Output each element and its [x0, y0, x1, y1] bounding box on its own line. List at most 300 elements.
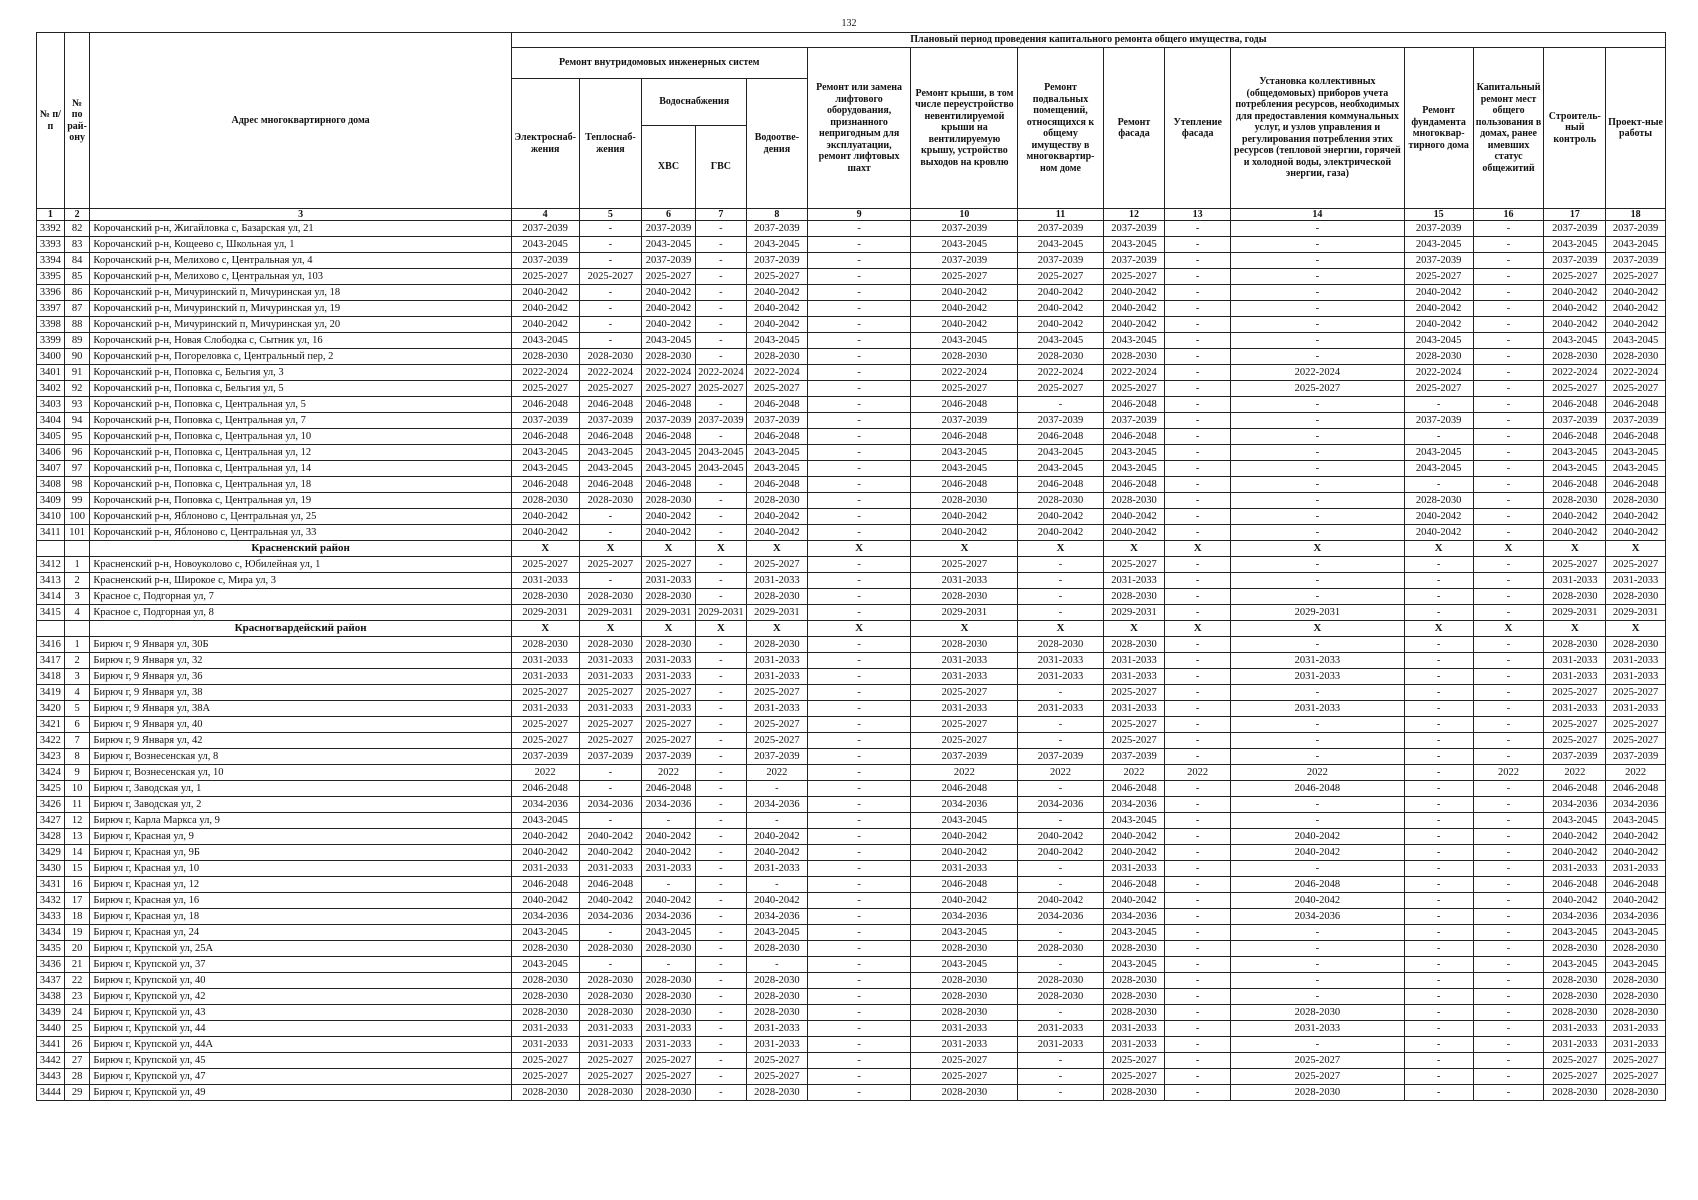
row-period-cell: 2025-2027: [1606, 685, 1666, 701]
row-period-cell: 2043-2045: [695, 461, 746, 477]
row-period-cell: 2028-2030: [1606, 349, 1666, 365]
row-period-cell: 2029-2031: [1103, 605, 1165, 621]
row-period-cell: -: [1018, 733, 1103, 749]
row-period-cell: -: [1473, 1053, 1544, 1069]
row-period-cell: 2040-2042: [1018, 845, 1103, 861]
row-district-number: 17: [64, 893, 90, 909]
row-period-cell: -: [1404, 701, 1473, 717]
row-period-cell: 2034-2036: [911, 909, 1018, 925]
row-period-cell: 2037-2039: [911, 253, 1018, 269]
row-period-cell: 2043-2045: [1544, 813, 1606, 829]
row-period-cell: -: [807, 461, 911, 477]
row-period-cell: 2028-2030: [511, 1005, 579, 1021]
row-district-number: 27: [64, 1053, 90, 1069]
district-empty-cell: [64, 541, 90, 557]
row-period-cell: 2037-2039: [911, 749, 1018, 765]
row-period-cell: 2046-2048: [911, 397, 1018, 413]
row-address: Корочанский р-н, Поповка с, Центральная ул, 10: [90, 429, 511, 445]
row-period-cell: 2028-2030: [747, 973, 808, 989]
row-period-cell: -: [1165, 845, 1231, 861]
row-period-cell: 2031-2033: [642, 1037, 695, 1053]
row-period-cell: -: [807, 237, 911, 253]
row-number: 3418: [37, 669, 65, 685]
row-district-number: 88: [64, 317, 90, 333]
row-address: Корочанский р-н, Поповка с, Центральная ул, 7: [90, 413, 511, 429]
row-period-cell: 2037-2039: [1103, 749, 1165, 765]
row-period-cell: -: [1231, 285, 1405, 301]
row-period-cell: -: [1165, 701, 1231, 717]
row-period-cell: 2034-2036: [579, 797, 642, 813]
row-period-cell: 2031-2033: [642, 701, 695, 717]
district-name: Красненский район: [90, 541, 511, 557]
row-period-cell: 2046-2048: [1018, 429, 1103, 445]
row-period-cell: 2037-2039: [1404, 221, 1473, 237]
header-n: № п/п: [37, 33, 65, 209]
district-empty-cell: [64, 621, 90, 637]
row-period-cell: 2031-2033: [579, 669, 642, 685]
row-period-cell: 2043-2045: [511, 237, 579, 253]
row-period-cell: 2025-2027: [642, 1069, 695, 1085]
row-period-cell: 2043-2045: [642, 925, 695, 941]
row-period-cell: -: [1231, 413, 1405, 429]
row-period-cell: 2028-2030: [579, 589, 642, 605]
row-period-cell: 2040-2042: [1606, 829, 1666, 845]
row-period-cell: -: [579, 925, 642, 941]
column-number: 8: [747, 209, 808, 221]
row-period-cell: 2040-2042: [911, 829, 1018, 845]
header-planned-period: Плановый период проведения капитального ремонта общего имущества, годы: [511, 33, 1665, 48]
row-period-cell: 2025-2027: [642, 733, 695, 749]
row-period-cell: -: [1165, 1053, 1231, 1069]
row-period-cell: 2031-2033: [511, 1037, 579, 1053]
row-period-cell: -: [1404, 1069, 1473, 1085]
district-x-cell: X: [579, 541, 642, 557]
row-period-cell: -: [1473, 829, 1544, 845]
header-insulation: Утепление фасада: [1165, 48, 1231, 209]
row-period-cell: -: [579, 813, 642, 829]
row-number: 3405: [37, 429, 65, 445]
row-period-cell: -: [807, 477, 911, 493]
row-number: 3437: [37, 973, 65, 989]
row-period-cell: 2031-2033: [747, 1021, 808, 1037]
row-period-cell: 2029-2031: [911, 605, 1018, 621]
row-period-cell: -: [695, 269, 746, 285]
row-period-cell: -: [579, 221, 642, 237]
row-period-cell: -: [807, 877, 911, 893]
row-number: 3398: [37, 317, 65, 333]
row-period-cell: -: [1231, 1037, 1405, 1053]
row-number: 3404: [37, 413, 65, 429]
row-period-cell: 2025-2027: [511, 269, 579, 285]
table-row: [37, 557, 1666, 573]
row-period-cell: -: [1165, 349, 1231, 365]
row-period-cell: 2046-2048: [511, 877, 579, 893]
row-period-cell: 2037-2039: [1544, 413, 1606, 429]
row-period-cell: -: [807, 269, 911, 285]
row-period-cell: -: [1473, 909, 1544, 925]
row-period-cell: 2022: [511, 765, 579, 781]
table-row: [37, 605, 1666, 621]
row-period-cell: 2043-2045: [911, 333, 1018, 349]
row-period-cell: 2028-2030: [642, 589, 695, 605]
row-period-cell: -: [695, 1005, 746, 1021]
row-district-number: 89: [64, 333, 90, 349]
row-period-cell: 2037-2039: [747, 749, 808, 765]
row-period-cell: -: [807, 525, 911, 541]
row-period-cell: 2031-2033: [1018, 701, 1103, 717]
row-period-cell: -: [807, 509, 911, 525]
row-period-cell: 2043-2045: [1404, 333, 1473, 349]
row-period-cell: -: [1231, 269, 1405, 285]
row-period-cell: 2037-2039: [1404, 413, 1473, 429]
row-period-cell: 2028-2030: [579, 493, 642, 509]
row-period-cell: -: [807, 749, 911, 765]
district-x-cell: X: [1231, 621, 1405, 637]
row-period-cell: 2037-2039: [1018, 221, 1103, 237]
row-period-cell: -: [695, 877, 746, 893]
row-address: Красненский р-н, Новоуколово с, Юбилейная ул, 1: [90, 557, 511, 573]
row-period-cell: 2034-2036: [511, 909, 579, 925]
row-period-cell: -: [807, 701, 911, 717]
row-period-cell: -: [807, 941, 911, 957]
row-period-cell: -: [1231, 509, 1405, 525]
row-period-cell: 2025-2027: [911, 733, 1018, 749]
row-period-cell: 2028-2030: [1606, 989, 1666, 1005]
column-number: 4: [511, 209, 579, 221]
row-period-cell: -: [695, 941, 746, 957]
row-period-cell: 2040-2042: [511, 285, 579, 301]
row-period-cell: 2037-2039: [1544, 749, 1606, 765]
row-period-cell: -: [807, 493, 911, 509]
row-period-cell: -: [579, 301, 642, 317]
row-period-cell: 2037-2039: [511, 221, 579, 237]
row-district-number: 101: [64, 525, 90, 541]
row-period-cell: -: [579, 317, 642, 333]
row-district-number: 90: [64, 349, 90, 365]
row-period-cell: 2031-2033: [911, 653, 1018, 669]
row-period-cell: 2037-2039: [579, 749, 642, 765]
table-row: [37, 989, 1666, 1005]
table-row: [37, 285, 1666, 301]
row-period-cell: -: [1018, 397, 1103, 413]
row-period-cell: -: [807, 429, 911, 445]
row-period-cell: 2043-2045: [1103, 333, 1165, 349]
row-period-cell: -: [579, 573, 642, 589]
row-period-cell: 2029-2031: [1544, 605, 1606, 621]
row-period-cell: 2025-2027: [1231, 1069, 1405, 1085]
district-x-cell: X: [1018, 621, 1103, 637]
row-period-cell: -: [807, 605, 911, 621]
row-period-cell: -: [1018, 589, 1103, 605]
row-period-cell: 2028-2030: [1103, 493, 1165, 509]
row-period-cell: -: [1404, 973, 1473, 989]
row-address: Корочанский р-н, Погореловка с, Центральный пер, 2: [90, 349, 511, 365]
district-x-cell: X: [747, 541, 808, 557]
row-period-cell: 2028-2030: [642, 637, 695, 653]
row-period-cell: 2022: [911, 765, 1018, 781]
district-x-cell: X: [1165, 621, 1231, 637]
row-period-cell: -: [695, 557, 746, 573]
header-n-district: № по рай-ону: [64, 33, 90, 209]
row-number: 3440: [37, 1021, 65, 1037]
row-period-cell: -: [695, 1085, 746, 1101]
table-row: [37, 701, 1666, 717]
row-period-cell: 2025-2027: [1103, 557, 1165, 573]
row-period-cell: 2028-2030: [511, 589, 579, 605]
row-address: Бирюч г, Красная ул, 16: [90, 893, 511, 909]
row-period-cell: 2025-2027: [1231, 1053, 1405, 1069]
row-period-cell: 2043-2045: [911, 925, 1018, 941]
row-period-cell: -: [695, 829, 746, 845]
row-period-cell: 2028-2030: [1103, 989, 1165, 1005]
row-period-cell: -: [579, 509, 642, 525]
row-period-cell: 2022-2024: [1018, 365, 1103, 381]
row-number: 3444: [37, 1085, 65, 1101]
table-row: [37, 589, 1666, 605]
row-period-cell: 2043-2045: [1606, 461, 1666, 477]
row-period-cell: 2046-2048: [1606, 781, 1666, 797]
row-period-cell: 2028-2030: [579, 941, 642, 957]
row-period-cell: -: [1404, 717, 1473, 733]
district-x-cell: X: [1018, 541, 1103, 557]
row-period-cell: 2043-2045: [642, 237, 695, 253]
row-number: 3403: [37, 397, 65, 413]
row-period-cell: 2046-2048: [911, 429, 1018, 445]
row-period-cell: 2031-2033: [1544, 669, 1606, 685]
row-period-cell: 2025-2027: [1544, 717, 1606, 733]
row-period-cell: -: [807, 1021, 911, 1037]
row-period-cell: -: [1165, 429, 1231, 445]
row-period-cell: -: [1165, 941, 1231, 957]
row-period-cell: 2031-2033: [642, 573, 695, 589]
row-period-cell: 2028-2030: [911, 349, 1018, 365]
row-period-cell: 2031-2033: [911, 861, 1018, 877]
row-period-cell: 2031-2033: [1606, 653, 1666, 669]
row-period-cell: 2040-2042: [1544, 301, 1606, 317]
row-period-cell: 2040-2042: [747, 893, 808, 909]
row-period-cell: 2028-2030: [747, 941, 808, 957]
row-number: 3411: [37, 525, 65, 541]
row-period-cell: -: [807, 1069, 911, 1085]
row-period-cell: 2040-2042: [747, 845, 808, 861]
row-number: 3431: [37, 877, 65, 893]
row-period-cell: -: [1231, 925, 1405, 941]
row-period-cell: -: [695, 781, 746, 797]
row-period-cell: -: [1404, 813, 1473, 829]
row-period-cell: -: [1165, 1037, 1231, 1053]
row-period-cell: 2025-2027: [511, 557, 579, 573]
row-period-cell: -: [695, 477, 746, 493]
row-period-cell: -: [1165, 813, 1231, 829]
header-heat: Теплоснаб-жения: [579, 79, 642, 209]
row-period-cell: -: [1473, 925, 1544, 941]
header-roof: Ремонт крыши, в том числе переустройство невентилируемой крыши на вентилируемую крышу, устройство выходов на кровлю: [911, 48, 1018, 209]
row-period-cell: -: [695, 525, 746, 541]
row-period-cell: 2028-2030: [1544, 1085, 1606, 1101]
row-address: Бирюч г, Крупской ул, 49: [90, 1085, 511, 1101]
table-row: [37, 365, 1666, 381]
row-period-cell: -: [1473, 525, 1544, 541]
row-period-cell: 2031-2033: [911, 573, 1018, 589]
header-meters: Установка коллективных (общедомовых) приборов учета потребления ресурсов, необходимых для предоставления коммунальных услуг, и узлов управления и регулирования потребления этих ресурсов (тепловой энергии, горячей и холодной воды, электрической энергии, газа): [1231, 48, 1405, 209]
row-period-cell: 2022: [1231, 765, 1405, 781]
row-period-cell: 2040-2042: [1018, 301, 1103, 317]
row-period-cell: -: [1165, 365, 1231, 381]
column-number: 17: [1544, 209, 1606, 221]
row-period-cell: 2031-2033: [747, 653, 808, 669]
row-period-cell: 2028-2030: [747, 589, 808, 605]
row-number: 3435: [37, 941, 65, 957]
row-period-cell: -: [1165, 221, 1231, 237]
row-period-cell: -: [695, 349, 746, 365]
row-period-cell: 2040-2042: [1544, 525, 1606, 541]
row-period-cell: 2040-2042: [1606, 317, 1666, 333]
row-period-cell: -: [1018, 1069, 1103, 1085]
row-period-cell: -: [579, 525, 642, 541]
row-period-cell: 2040-2042: [1103, 525, 1165, 541]
row-period-cell: 2043-2045: [1606, 957, 1666, 973]
table-row: [37, 925, 1666, 941]
row-period-cell: 2022-2024: [642, 365, 695, 381]
row-period-cell: -: [695, 285, 746, 301]
row-address: Бирюч г, 9 Января ул, 40: [90, 717, 511, 733]
row-period-cell: 2028-2030: [1103, 349, 1165, 365]
row-period-cell: -: [1165, 269, 1231, 285]
row-period-cell: -: [1165, 925, 1231, 941]
row-period-cell: -: [1404, 589, 1473, 605]
row-period-cell: 2040-2042: [1103, 285, 1165, 301]
row-period-cell: 2040-2042: [1103, 893, 1165, 909]
header-foundation: Ремонт фундамента многоквар-тирного дома: [1404, 48, 1473, 209]
row-period-cell: 2046-2048: [911, 781, 1018, 797]
row-period-cell: -: [1165, 1021, 1231, 1037]
row-address: Корочанский р-н, Мичуринский п, Мичуринская ул, 18: [90, 285, 511, 301]
row-period-cell: 2025-2027: [911, 269, 1018, 285]
row-period-cell: 2040-2042: [579, 893, 642, 909]
row-district-number: 2: [64, 573, 90, 589]
row-period-cell: 2043-2045: [511, 925, 579, 941]
district-x-cell: X: [747, 621, 808, 637]
row-period-cell: -: [1018, 925, 1103, 941]
row-period-cell: 2046-2048: [911, 877, 1018, 893]
row-period-cell: 2028-2030: [911, 973, 1018, 989]
row-period-cell: 2034-2036: [747, 797, 808, 813]
table-row: [37, 765, 1666, 781]
row-period-cell: -: [1404, 909, 1473, 925]
row-number: 3438: [37, 989, 65, 1005]
row-period-cell: 2031-2033: [511, 653, 579, 669]
row-period-cell: 2028-2030: [579, 637, 642, 653]
row-period-cell: 2040-2042: [1018, 893, 1103, 909]
row-period-cell: -: [1404, 429, 1473, 445]
table-row: [37, 845, 1666, 861]
row-period-cell: 2043-2045: [1404, 445, 1473, 461]
row-period-cell: 2040-2042: [911, 285, 1018, 301]
row-period-cell: -: [1231, 573, 1405, 589]
row-period-cell: 2029-2031: [642, 605, 695, 621]
row-period-cell: 2043-2045: [1103, 461, 1165, 477]
row-period-cell: -: [1231, 525, 1405, 541]
row-period-cell: -: [695, 493, 746, 509]
row-period-cell: -: [1165, 397, 1231, 413]
row-district-number: 92: [64, 381, 90, 397]
row-period-cell: 2025-2027: [1606, 1069, 1666, 1085]
row-period-cell: 2028-2030: [642, 941, 695, 957]
row-period-cell: 2031-2033: [1231, 1021, 1405, 1037]
row-period-cell: -: [1231, 941, 1405, 957]
row-period-cell: 2043-2045: [747, 461, 808, 477]
row-district-number: 84: [64, 253, 90, 269]
row-period-cell: 2025-2027: [1103, 685, 1165, 701]
row-period-cell: -: [579, 957, 642, 973]
row-number: 3413: [37, 573, 65, 589]
row-period-cell: 2040-2042: [1018, 525, 1103, 541]
row-period-cell: 2028-2030: [1544, 1005, 1606, 1021]
row-period-cell: -: [1473, 861, 1544, 877]
district-x-cell: X: [642, 541, 695, 557]
row-period-cell: -: [1231, 349, 1405, 365]
row-period-cell: 2040-2042: [642, 845, 695, 861]
row-address: Корочанский р-н, Новая Слободка с, Сытник ул, 16: [90, 333, 511, 349]
row-period-cell: -: [1018, 605, 1103, 621]
row-period-cell: 2034-2036: [1544, 909, 1606, 925]
row-address: Бирюч г, Заводская ул, 1: [90, 781, 511, 797]
row-period-cell: -: [1165, 573, 1231, 589]
row-period-cell: -: [1165, 605, 1231, 621]
row-period-cell: 2040-2042: [1103, 829, 1165, 845]
table-row: [37, 381, 1666, 397]
district-x-cell: X: [511, 541, 579, 557]
row-period-cell: -: [579, 285, 642, 301]
row-period-cell: -: [807, 445, 911, 461]
row-district-number: 28: [64, 1069, 90, 1085]
row-period-cell: 2022: [1544, 765, 1606, 781]
row-period-cell: -: [1473, 813, 1544, 829]
row-period-cell: -: [1231, 397, 1405, 413]
row-period-cell: 2040-2042: [511, 525, 579, 541]
table-row: [37, 749, 1666, 765]
table-row: [37, 429, 1666, 445]
row-period-cell: 2046-2048: [1018, 477, 1103, 493]
row-period-cell: 2040-2042: [1404, 301, 1473, 317]
row-number: 3441: [37, 1037, 65, 1053]
row-period-cell: 2031-2033: [1018, 1037, 1103, 1053]
row-period-cell: 2037-2039: [642, 221, 695, 237]
column-number: 9: [807, 209, 911, 221]
row-period-cell: 2046-2048: [747, 397, 808, 413]
row-period-cell: 2031-2033: [911, 701, 1018, 717]
row-period-cell: 2028-2030: [642, 973, 695, 989]
row-number: 3401: [37, 365, 65, 381]
row-period-cell: -: [1473, 637, 1544, 653]
row-number: 3420: [37, 701, 65, 717]
row-period-cell: 2046-2048: [1606, 397, 1666, 413]
district-x-cell: X: [695, 621, 746, 637]
row-period-cell: 2025-2027: [1606, 269, 1666, 285]
row-period-cell: 2025-2027: [747, 269, 808, 285]
row-period-cell: -: [1231, 461, 1405, 477]
row-period-cell: -: [695, 1021, 746, 1037]
row-period-cell: -: [695, 701, 746, 717]
row-period-cell: -: [1404, 1021, 1473, 1037]
row-period-cell: -: [807, 285, 911, 301]
row-period-cell: 2031-2033: [1103, 1021, 1165, 1037]
row-period-cell: 2029-2031: [747, 605, 808, 621]
row-period-cell: 2025-2027: [511, 381, 579, 397]
row-period-cell: 2031-2033: [1544, 1021, 1606, 1037]
row-period-cell: 2046-2048: [747, 429, 808, 445]
row-period-cell: 2031-2033: [911, 1037, 1018, 1053]
